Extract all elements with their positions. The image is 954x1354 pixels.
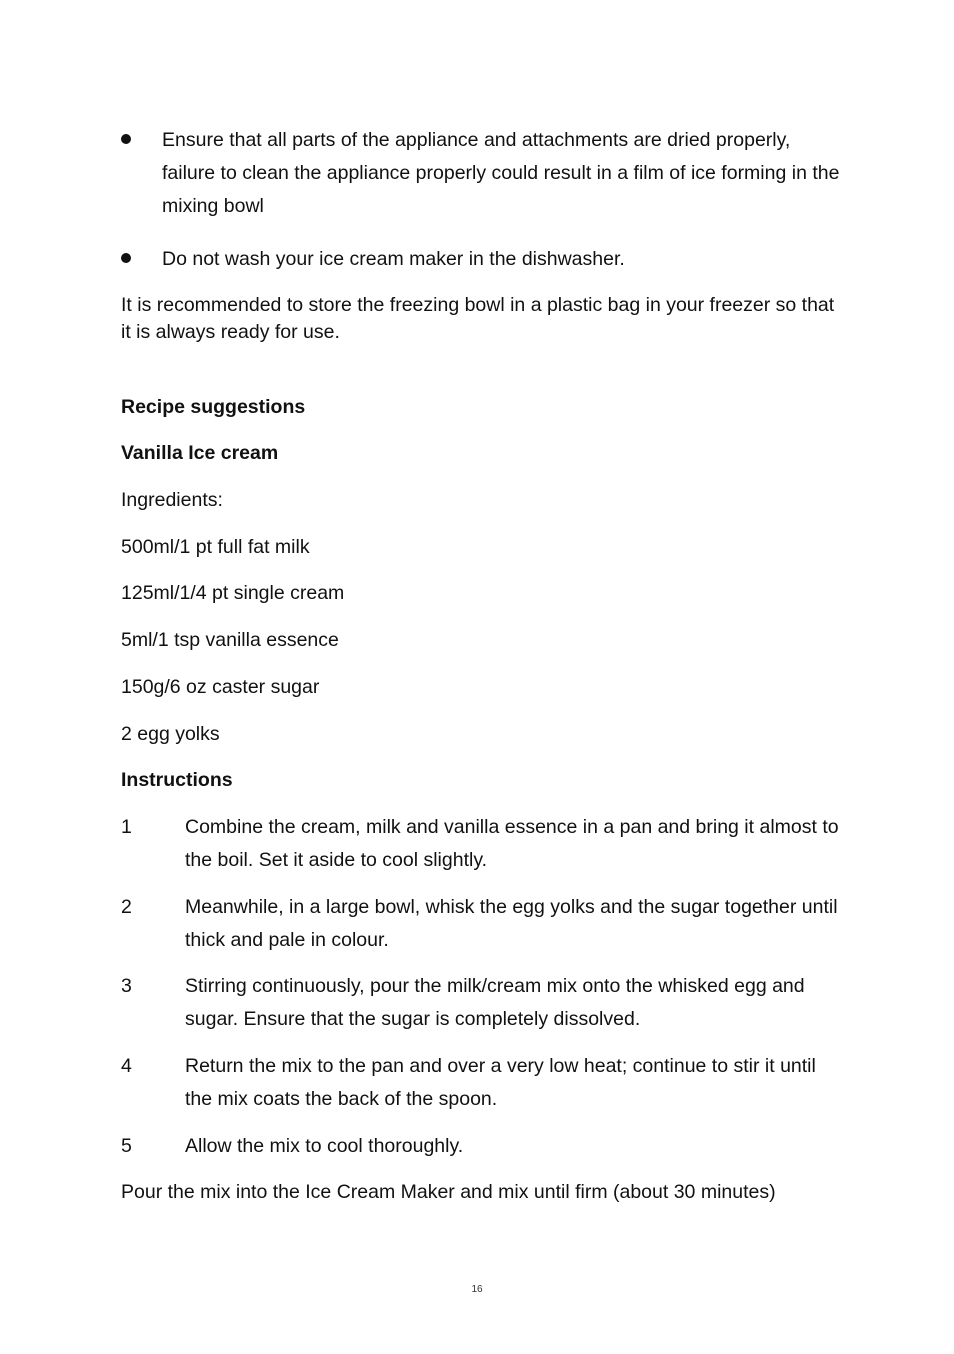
step-text: Stirring continuously, pour the milk/cream mix onto the whisked egg and sugar. Ensure that the sugar is completely dissolved.	[185, 975, 805, 1030]
step-text: Return the mix to the pan and over a very low heat; continue to stir it until the mix coats the back of the spoon.	[185, 1055, 816, 1110]
ingredients-label: Ingredients:	[121, 489, 223, 511]
step-number: 1	[121, 816, 132, 838]
step-number: 2	[121, 896, 132, 918]
bullet-text: Ensure that all parts of the appliance and attachments are dried properly, failure to clean the appliance properly could result in a film of ice forming in the mixing bowl	[162, 129, 840, 217]
step-text: Meanwhile, in a large bowl, whisk the egg yolks and the sugar together until thick and pale in colour.	[185, 896, 838, 951]
step-number: 5	[121, 1135, 132, 1157]
storage-note: It is recommended to store the freezing bowl in a plastic bag in your freezer so that it is always ready for use.	[121, 294, 835, 343]
recipe-title: Vanilla Ice cream	[121, 442, 279, 464]
step-number: 4	[121, 1055, 132, 1077]
ingredient-item: 5ml/1 tsp vanilla essence	[121, 629, 339, 651]
page-number: 16	[471, 1284, 483, 1295]
recipe-heading: Recipe suggestions	[121, 396, 306, 418]
ingredient-item: 2 egg yolks	[121, 723, 220, 745]
final-note: Pour the mix into the Ice Cream Maker and mix until firm (about 30 minutes)	[121, 1181, 776, 1203]
bullet-dot-icon	[121, 134, 131, 144]
step-number: 3	[121, 975, 132, 997]
bullet-text: Do not wash your ice cream maker in the dishwasher.	[162, 248, 625, 270]
instructions-heading: Instructions	[121, 769, 233, 791]
ingredient-item: 150g/6 oz caster sugar	[121, 676, 320, 698]
step-text: Allow the mix to cool thoroughly.	[185, 1135, 464, 1157]
bullet-dot-icon	[121, 253, 131, 263]
ingredient-item: 125ml/1/4 pt single cream	[121, 582, 345, 604]
ingredient-item: 500ml/1 pt full fat milk	[121, 536, 310, 558]
step-text: Combine the cream, milk and vanilla essence in a pan and bring it almost to the boil. Set it aside to cool slightly.	[185, 816, 839, 871]
